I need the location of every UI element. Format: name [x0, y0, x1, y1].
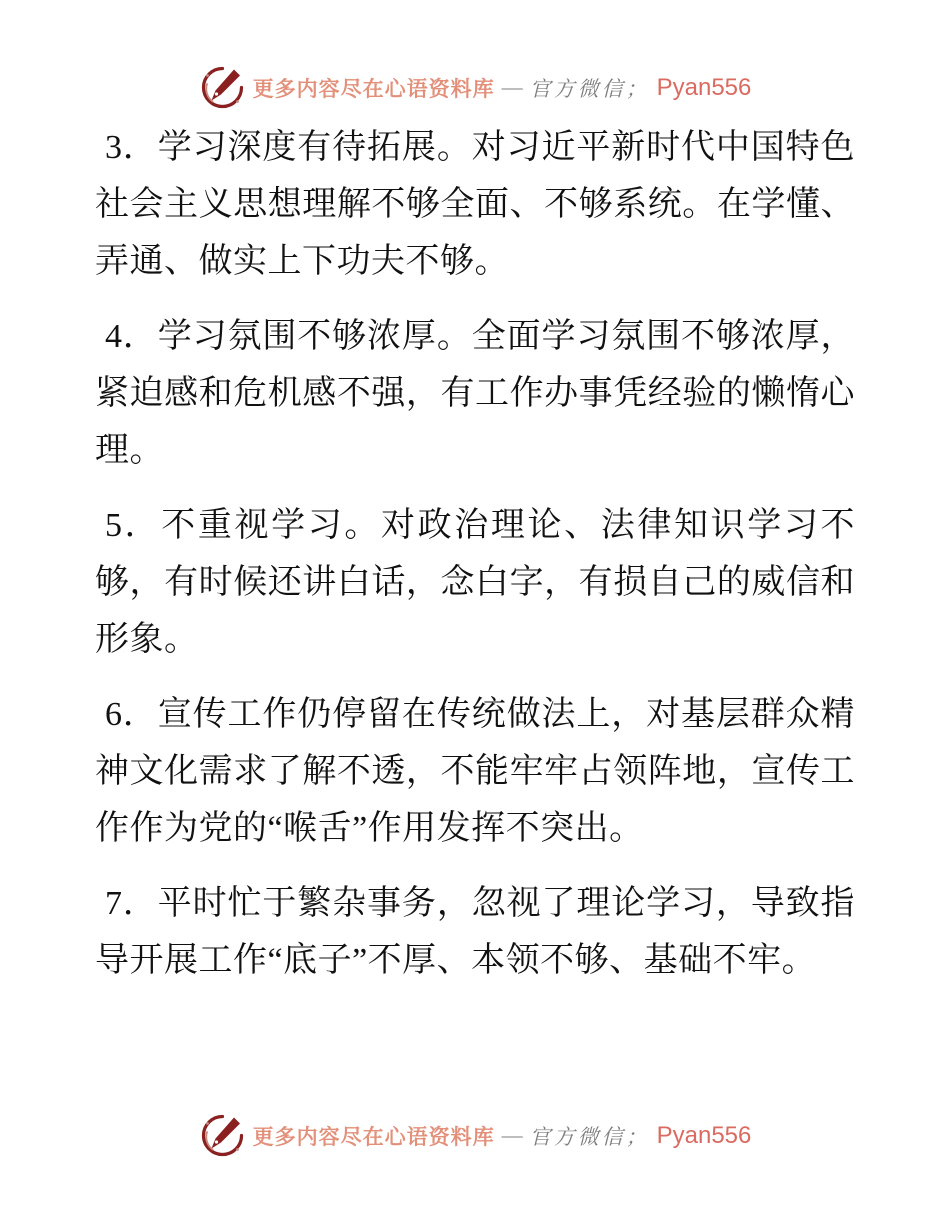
paragraph-number: 7．: [105, 885, 158, 922]
watermark-brand-text: 更多内容尽在心语资料库: [252, 76, 495, 101]
document-paragraph: [95, 875, 855, 989]
document-body: [95, 119, 855, 1007]
paragraph-text: 平时忙于繁杂事务，忽视了理论学习，导致指导开展工作“底子”不厚、本领不够、基础不牢。: [95, 885, 856, 979]
footer-watermark: [0, 1112, 950, 1159]
document-paragraph: [95, 497, 855, 668]
watermark-wechat-id: Pyan556: [656, 73, 752, 101]
watermark-wechat-label: 官方微信；: [529, 1124, 650, 1149]
watermark-separator: —: [501, 75, 523, 99]
paragraph-number: 3．: [105, 129, 158, 166]
watermark-brand-text: 更多内容尽在心语资料库: [252, 1124, 495, 1149]
document-paragraph: [95, 119, 855, 290]
paragraph-text: 学习深度有待拓展。对习近平新时代中国特色社会主义思想理解不够全面、不够系统。在学懂、弄通、做实上下功夫不够。: [95, 129, 856, 280]
paragraph-number: 5．: [105, 507, 162, 544]
paragraph-number: 4．: [105, 318, 158, 355]
header-watermark: [0, 64, 950, 111]
paragraph-text: 宣传工作仍停留在传统做法上，对基层群众精神文化需求了解不透，不能牢牢占领阵地，宣传工作作为党的“喉舌”作用发挥不突出。: [95, 696, 856, 847]
brand-pen-logo-icon: [199, 1112, 246, 1159]
watermark-wechat-label: 官方微信；: [529, 76, 650, 101]
paragraph-text: 不重视学习。对政治理论、法律知识学习不够，有时候还讲白话，念白字，有损自己的威信和形象。: [95, 507, 855, 658]
watermark-separator: —: [501, 1123, 523, 1147]
document-paragraph: [95, 686, 855, 857]
document-paragraph: [95, 308, 855, 479]
watermark-wechat-id: Pyan556: [656, 1121, 752, 1149]
paragraph-text: 学习氛围不够浓厚。全面学习氛围不够浓厚，紧迫感和危机感不强，有工作办事凭经验的懒惰心理。: [95, 318, 856, 469]
brand-pen-logo-icon: [199, 64, 246, 111]
paragraph-number: 6．: [105, 696, 158, 733]
